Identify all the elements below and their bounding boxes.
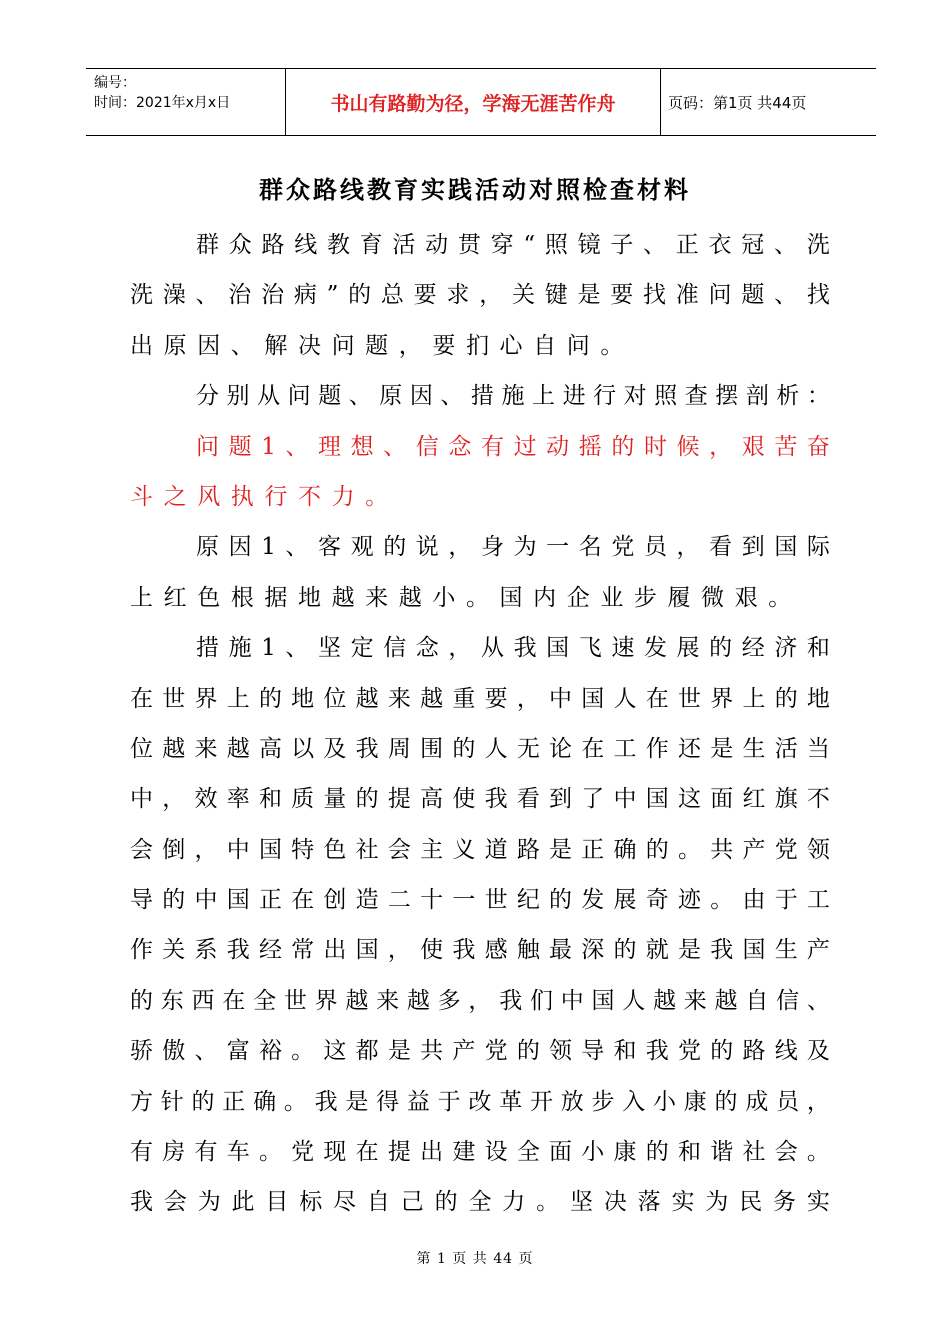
document-title: 群众路线教育实践活动对照检查材料 [259,175,691,204]
body-line: 中 ， 效 率 和 质 量 的 提 高 使 我 看 到 了 中 国 这 面 红 旗 不 [130,786,830,813]
body-line: 问 题 1 、 理 想 、 信 念 有 过 动 摇 的 时 候 ， 艰 苦 奋 [196,433,830,460]
body-line: 位 越 来 越 高 以 及 我 周 围 的 人 无 论 在 工 作 还 是 生 活 当 [130,735,830,762]
body-line: 会 倒 ， 中 国 特 色 社 会 主 义 道 路 是 正 确 的 。 共 产 党 领 [130,836,830,863]
body-line: 的 东 西 在 全 世 界 越 来 越 多 ， 我 们 中 国 人 越 来 越 自 信 、 [130,987,830,1014]
body-line: 群 众 路 线 教 育 活 动 贯 穿 “ 照 镜 子 、 正 衣 冠 、 洗 [196,232,830,258]
document-number-label: 编号： [94,75,136,91]
document-time-label: 时间：2021年x月x日 [94,95,231,111]
header-divider [660,69,661,136]
body-line: 斗 之 风 执 行 不 力 。 [130,483,389,510]
document-body [130,220,830,1228]
body-line: 洗 澡 、 治 治 病 ” 的 总 要 求 ， 关 键 是 要 找 准 问 题 、 找 [130,282,830,309]
body-line: 分 别 从 问 题 、 原 因 、 措 施 上 进 行 对 照 查 摆 剖 析 ： [196,383,830,410]
body-line: 在 世 界 上 的 地 位 越 来 越 重 要 ， 中 国 人 在 世 界 上 的 地 [130,685,830,712]
body-line: 措 施 1 、 坚 定 信 念 ， 从 我 国 飞 速 发 展 的 经 济 和 [196,635,830,662]
page-header [86,68,876,136]
header-page-number: 页码：第1页 共44页 [668,94,807,112]
body-line: 骄 傲 、 富 裕 。 这 都 是 共 产 党 的 领 导 和 我 党 的 路 线 及 [130,1038,830,1065]
page-footer: 第 1 页 共 44 页 [416,1251,534,1267]
body-line: 出 原 因 、 解 决 问 题 ， 要 扪 心 自 问 。 [130,332,624,359]
body-line: 上 红 色 根 据 地 越 来 越 小 。 国 内 企 业 步 履 微 艰 。 [130,584,792,611]
body-line: 原 因 1 、 客 观 的 说 ， 身 为 一 名 党 员 ， 看 到 国 际 [196,534,830,561]
body-line: 有 房 有 车 。 党 现 在 提 出 建 设 全 面 小 康 的 和 谐 社 会 。 [130,1139,830,1166]
body-line: 方 针 的 正 确 。 我 是 得 益 于 改 革 开 放 步 入 小 康 的 成 员 ， [130,1088,830,1115]
body-line: 作 关 系 我 经 常 出 国 ， 使 我 感 触 最 深 的 就 是 我 国 生 产 [130,937,830,964]
header-motto: 书山有路勤为径，学海无涯苦作舟 [330,93,616,115]
header-meta [94,73,284,113]
body-line: 我 会 为 此 目 标 尽 自 己 的 全 力 。 坚 决 落 实 为 民 务 实 [130,1189,830,1216]
body-line: 导 的 中 国 正 在 创 造 二 十 一 世 纪 的 发 展 奇 迹 。 由 于 工 [130,887,830,914]
